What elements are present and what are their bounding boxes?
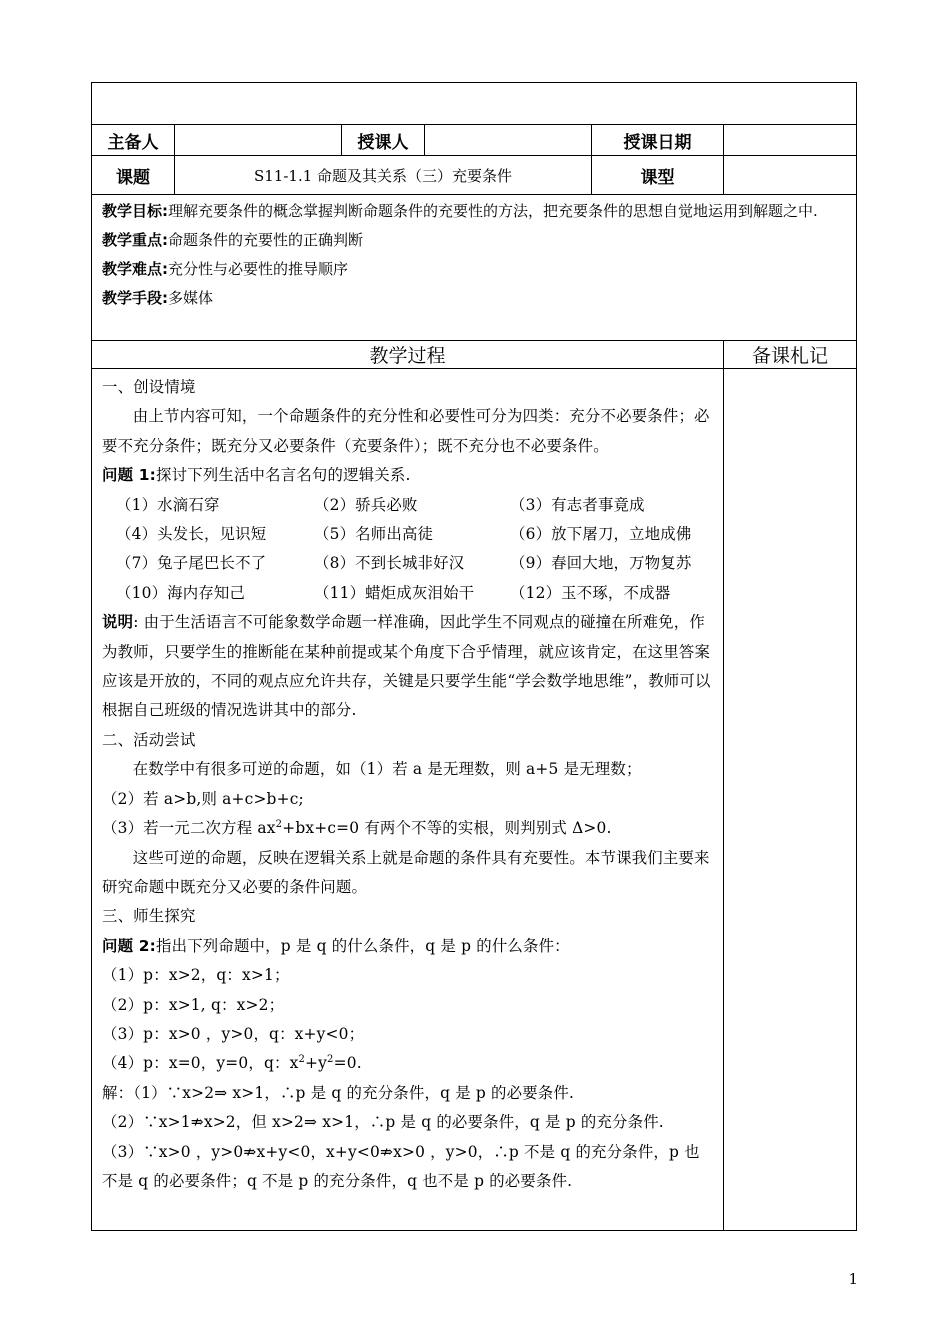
objective-label: 教学目标: — [102, 202, 168, 220]
proverb-item: （3）有志者事竟成 — [510, 495, 645, 514]
proverb-row — [102, 579, 715, 608]
proverb-item: （5）名师出高徒 — [314, 525, 434, 544]
proverb-item: （1）水滴石穿 — [116, 495, 220, 514]
note — [102, 608, 715, 726]
proverb-item: （6）放下屠刀，立地成佛 — [510, 525, 692, 544]
section-2-title: 二、活动尝试 — [102, 730, 196, 749]
key-text: 命题条件的充要性的正确判断 — [168, 231, 364, 249]
question-2-item: （2）p：x>1, q：x>2； — [102, 995, 285, 1014]
proverb-item: （11）蜡炬成灰泪始干 — [314, 583, 475, 602]
solution-1: 解：（1）∵x>2⇒ x>1，∴p 是 q 的充分条件，q 是 p 的必要条件. — [102, 1083, 575, 1102]
teacher-value — [425, 125, 592, 156]
key-point — [102, 226, 846, 255]
section-1-title: 一、创设情境 — [102, 378, 196, 396]
column-header-row — [92, 341, 857, 369]
process-column-header: 教学过程 — [92, 341, 724, 369]
question-2-text: 指出下列命题中，p 是 q 的什么条件，q 是 p 的什么条件： — [156, 936, 570, 955]
proverb-item: （7）兔子尾巴长不了 — [116, 554, 267, 573]
section-1-text: 由上节内容可知，一个命题条件的充分性和必要性可分为四类：充分不必要条件；必要不充分条件；既充分又必要条件（充要条件）；既不充分也不必要条件。 — [102, 407, 710, 455]
host-label: 主备人 — [92, 125, 175, 156]
type-label: 课型 — [592, 156, 724, 195]
section-3-title: 三、师生探究 — [102, 907, 196, 926]
question-2-item: （1）p：x>2，q：x>1； — [102, 966, 290, 985]
section-2-line-3: （3）若一元二次方程 $ax^2+bx+c=0$ 有两个不等的实根，则判别式 Δ>0. — [102, 818, 612, 838]
objective-text: 理解充要条件的概念掌握判断命题条件的充要性的方法，把充要条件的思想自觉地运用到解题之中. — [168, 202, 818, 220]
means-label: 教学手段: — [102, 289, 168, 307]
difficulty — [102, 255, 846, 284]
proverb-item: （8）不到长城非好汉 — [314, 554, 465, 573]
header-row-1 — [92, 125, 857, 156]
question-2 — [102, 932, 715, 961]
solution-2: （2）∵x>1⇏x>2，但 x>2⇒ x>1，∴p 是 q 的必要条件，q 是 p 的充分条件. — [102, 1113, 664, 1132]
proverb-item: （9）春回大地，万物复苏 — [510, 554, 692, 573]
page-number: 1 — [848, 1270, 858, 1288]
key-label: 教学重点: — [102, 231, 168, 249]
question-2-item: （4）p：x=0，y=0，q：$x^2+y^2=0$. — [102, 1054, 362, 1073]
proverb-row — [102, 491, 715, 520]
host-value — [175, 125, 342, 156]
topic-label: 课题 — [92, 156, 175, 195]
question-1 — [102, 461, 715, 490]
date-value — [724, 125, 857, 156]
question-2-label: 问题 2: — [102, 936, 157, 955]
topic-value: S11-1.1 命题及其关系（三）充要条件 — [175, 156, 592, 195]
lesson-plan-table — [91, 82, 857, 1231]
type-value — [724, 156, 857, 195]
note-label: 说明 — [102, 613, 134, 632]
proverb-item: （10）海内存知己 — [116, 583, 246, 602]
question-2-item: （3）p：x>0 ，y>0，q：x+y<0； — [102, 1024, 365, 1043]
difficulty-label: 教学难点: — [102, 260, 168, 278]
proverb-row — [102, 549, 715, 578]
question-1-label: 问题 1: — [102, 466, 157, 485]
means-text: 多媒体 — [168, 289, 214, 307]
process-row — [92, 369, 857, 1231]
section-2-line-1: 在数学中有很多可逆的命题，如（1）若 a 是无理数，则 a+5 是无理数； — [132, 760, 642, 779]
blank-top-row — [92, 83, 857, 125]
goals-cell — [92, 195, 857, 341]
goals-row — [92, 195, 857, 341]
proverb-row — [102, 520, 715, 549]
proverb-item: （2）骄兵必败 — [314, 495, 418, 514]
section-2-text: 这些可逆的命题，反映在逻辑关系上就是命题的条件具有充要性。本节课我们主要来研究命题中既充分又必要的条件问题。 — [102, 848, 710, 896]
date-label: 授课日期 — [592, 125, 724, 156]
process-cell — [92, 369, 724, 1231]
teacher-label: 授课人 — [342, 125, 425, 156]
difficulty-text: 充分性与必要性的推导顺序 — [168, 260, 349, 278]
section-2-line-2: （2）若 a>b,则 a+c>b+c; — [102, 789, 304, 808]
objective — [102, 197, 846, 226]
proverb-item: （12）玉不琢，不成器 — [510, 583, 671, 602]
solution-3: （3）∵x>0 ，y>0⇏x+y<0，x+y<0⇏x>0 ，y>0，∴p 不是 q 的充分条件，p 也不是 q 的必要条件；q 不是 p 的充分条件，q 也不是 p 的必要条件. — [102, 1142, 700, 1190]
notes-cell — [724, 369, 857, 1231]
teaching-means — [102, 284, 846, 313]
notes-column-header: 备课札记 — [724, 341, 857, 369]
header-row-2 — [92, 156, 857, 195]
note-text: : 由于生活语言不可能象数学命题一样准确，因此学生不同观点的碰撞在所难免，作为教师，只要学生的推断能在某种前提或某个角度下合乎情理，就应该肯定，在这里答案应该是开放的，不同的观点应允许共存，关键是只要学生能“学会数学地思维”，教师可以根据自己班级的情况选讲其中的部分. — [102, 613, 711, 720]
proverb-item: （4）头发长，见识短 — [116, 525, 267, 544]
question-1-text: 探讨下列生活中名言名句的逻辑关系. — [156, 466, 411, 485]
